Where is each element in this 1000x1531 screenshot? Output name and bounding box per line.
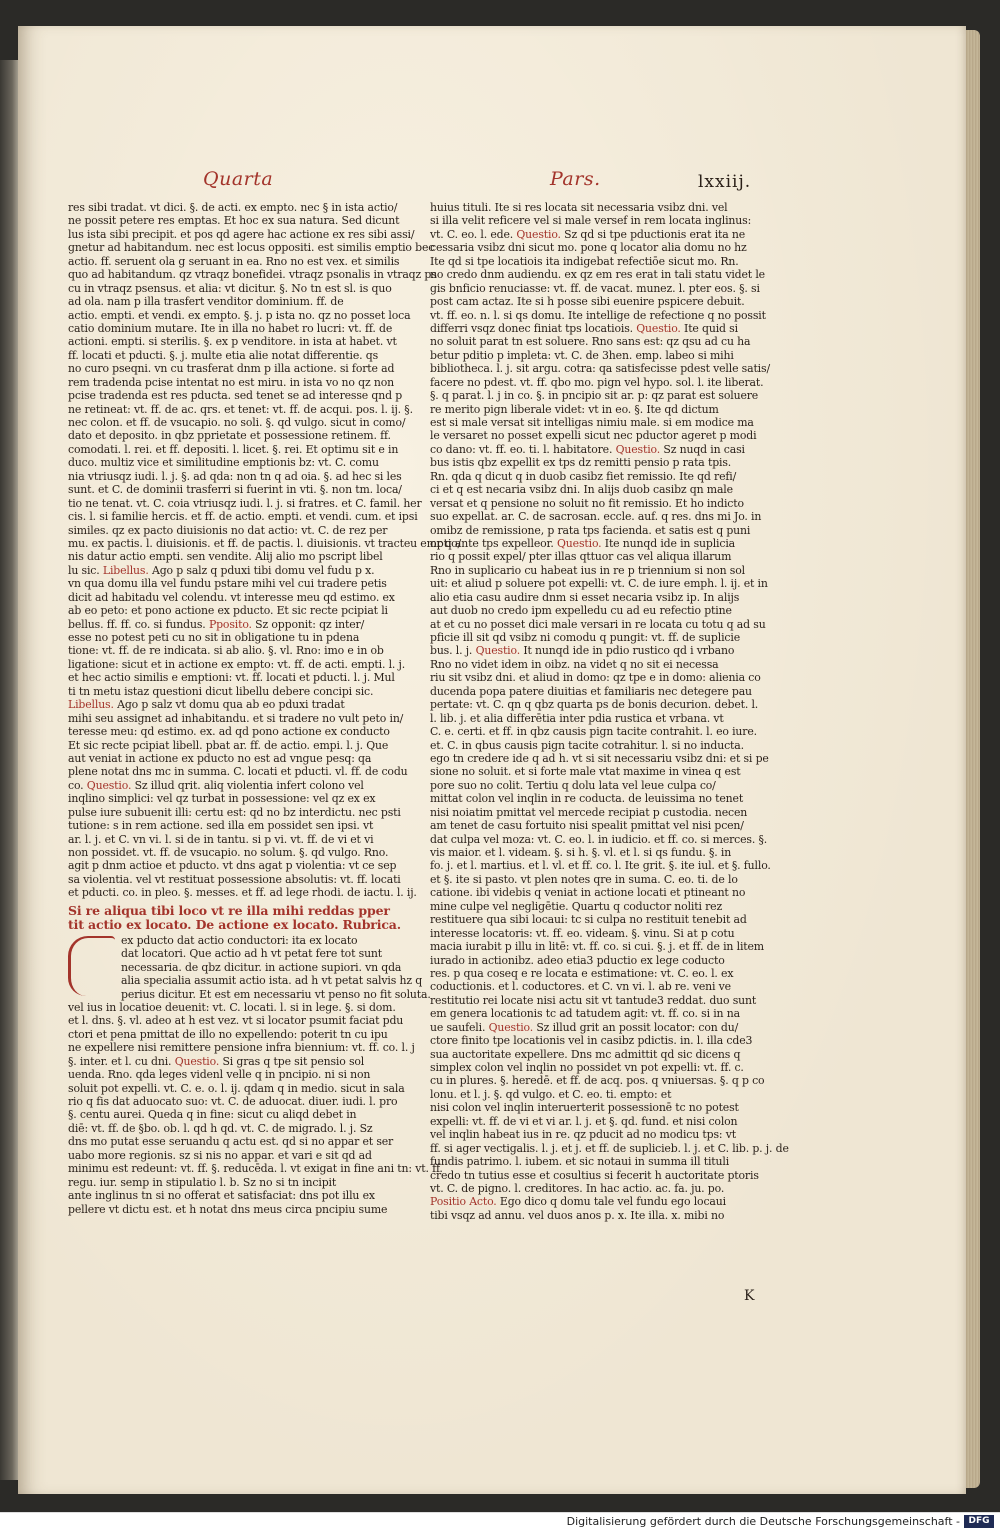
left-column-line: soluit pot expelli. vt. C. e. o. l. ij. qdam q in medio. sicut in sala (68, 1081, 405, 1095)
right-column-line: re merito pign liberale videt: vt in eo. §. Ite qd dictum (430, 402, 719, 416)
right-column-line: res. p qua coseq e re locata e estimatione: vt. C. eo. l. ex (430, 966, 734, 980)
dfg-logo: DFG (964, 1515, 994, 1528)
left-column-line: tio ne tenat. vt. C. coia vtriusqz iudi. l. j. si fratres. et C. famil. her (68, 496, 422, 510)
right-column-line: et. C. in qbus causis pign tacite cotrahitur. l. si no inducta. (430, 738, 744, 752)
left-column-line: inqlino simplici: vel qz turbat in possessione: vel qz ex ex (68, 792, 376, 806)
right-column-line: aut duob no credo ipm expelledu cu ad eu refectio ptine (430, 604, 732, 618)
left-column-line: ar. l. j. et C. vn vi. l. si de in tantu. si p vi. vt. ff. de vi et vi (68, 832, 374, 846)
right-column-line: post cam actaz. Ite si h posse sibi euenire pspicere debuit. (430, 295, 745, 309)
left-column-line: pellere vt dictu est. et h notat dns meus circa pncipiu sume (68, 1202, 388, 1216)
left-column-line: sa violentia. vel vt restituat possessione absolutis: vt. ff. locati (68, 872, 401, 886)
left-column-line: Et sic recte pcipiat libell. pbat ar. ff. de actio. empi. l. j. Que (68, 738, 389, 752)
right-column-line: restituere qua sibi locaui: tc si culpa no restituit tenebit ad (430, 913, 747, 927)
left-column-line: mu. ex pactis. l. diuisionis. et ff. de pactis. l. diuisionis. vt tracteu emptio/ (68, 536, 462, 550)
right-column-line: catione. ibi videbis q veniat in actione locati et ptineant no (430, 886, 746, 900)
right-column-line: cu in plures. §. heredē. et ff. de acq. pos. q vniuersas. §. q p co (430, 1074, 765, 1088)
right-column-line: expelli: vt. ff. de vi et vi ar. l. j. et §. qd. fund. et nisi colon (430, 1114, 738, 1128)
left-column-line: nia vtriusqz iudi. l. j. §. ad qda: non tn q ad oia. §. ad hec si les (68, 469, 402, 483)
left-column-line: no curo pseqni. vn cu trasferat dnm p illa actione. si forte ad (68, 362, 395, 376)
left-column-line: aut veniat in actione ex pducto no est ad vngue pesq: qa (68, 751, 372, 765)
right-column-line: le versaret no posset expelli sicut nec pductor ageret p modi (430, 429, 757, 443)
left-column-line: perius dicitur. Et est em necessariu vt penso no fit soluta. (121, 987, 431, 1001)
right-column-line: Rno in suplicario cu habeat ius in re p triennium si non sol (430, 563, 745, 577)
right-column-line: C. e. certi. et ff. in qbz causis pign tacite contrahit. l. eo iure. (430, 725, 757, 739)
right-column-line: vt. C. de pigno. l. creditores. In hac actio. ac. fa. ju. po. (430, 1181, 725, 1195)
right-column-line: bus istis qbz expellit ex tps dz remitti pensio p rata tpis. (430, 456, 732, 470)
left-column-line: minimu est redeunt: vt. ff. §. reducēda. l. vt exigat in fine ani tn: vt. ff. (68, 1162, 443, 1176)
left-column-line: esse no potest peti cu no sit in obligatione tu in pdena (68, 631, 360, 644)
left-column-line: bellus. ff. ff. co. si fundus. Pposito. Sz opponit: qz inter/ (68, 617, 365, 631)
left-column-line: tutione: s in rem actione. sed illa em possidet sen ipsi. vt (68, 819, 374, 833)
page-fore-edge (966, 30, 980, 1488)
left-column-line: ne retineat: vt. ff. de ac. qrs. et tenet: vt. ff. de acqui. pos. l. ij. §. (68, 402, 413, 416)
rubric-line: tit actio ex locato. De actione ex locato. Rubrica. (68, 916, 401, 932)
right-column-line: Positio Acto. Ego dico q domu tale vel fundu ego locaui (430, 1195, 726, 1209)
left-column-line: et l. dns. §. vl. adeo at h est vez. vt si locator psumit faciat pdu (68, 1014, 404, 1028)
right-column-line: ducenda popa patere diuitias et familiaris nec detegere pau (430, 684, 752, 698)
left-column-line: catio dominium mutare. Ite in illa no habet ro lucri: vt. ff. de (68, 321, 393, 335)
left-column-line: co. Questio. Sz illud qrit. aliq violentia infert colono vel (68, 778, 364, 792)
left-column-line: mihi seu assignet ad inhabitandu. et si tradere no vult peto in/ (68, 711, 404, 725)
right-column-line: suo expellat. ar. C. de sacrosan. eccle. auf. q res. dns mi Jo. in (430, 510, 762, 524)
right-column-line: restitutio rei locate nisi actu sit vt tantude3 reddat. duo sunt (430, 993, 757, 1007)
left-column-line: quo ad habitandum. qz vtraqz bonefidei. vtraqz psonalis in vtraqz ps (68, 268, 437, 282)
right-column-line: co dano: vt. ff. eo. ti. l. habitatore. Questio. Sz nuqd in casi (430, 442, 745, 456)
left-column-line: ti tn metu istaz questioni dicut libellu debere concipi sic. (68, 684, 374, 698)
book-page (18, 26, 966, 1494)
right-column-line: lonu. et l. j. §. qd vulgo. et C. eo. ti. empto: et (430, 1087, 672, 1101)
left-column-line: necessaria. de qbz dicitur. in actione supiori. vn qda (121, 960, 402, 974)
left-column-line: pulse iure subuenit illi: certu est: qd no bz interdictu. nec psti (68, 805, 401, 819)
right-column-line: tibi vsqz ad annu. vel duos anos p. x. Ite illa. x. mibi no (430, 1208, 725, 1222)
right-column-line: no soluit parat tn est soluere. Rno sans est: qz qsu ad cu ha (430, 335, 751, 349)
right-column-line: iurado in actionibz. adeo etia3 pductio ex lege coducto (430, 953, 725, 967)
left-column-line: ab eo peto: et pono actione ex pducto. Et sic recte pcipiat li (68, 604, 388, 618)
right-column-line: Ite qd si tpe locatiois ita indigebat refectiōe sicut mo. Rn. (430, 254, 739, 268)
rubric-line: Si re aliqua tibi loco vt re illa mihi reddas pper (68, 902, 390, 918)
left-column-line: ante inglinus tn si no offerat et satisfaciat: dns pot illu ex (68, 1189, 375, 1203)
left-column-line: Libellus. Ago p salz vt domu qua ab eo pduxi tradat (68, 698, 345, 712)
right-column-line: pertate: vt. C. qn q qbz quarta ps de bonis decurion. debet. l. (430, 698, 759, 712)
right-column-line: vt. ff. eo. n. l. si qs domu. Ite intellige de refectione q no possit (430, 308, 766, 322)
left-column-line: et hec actio similis e emptioni: vt. ff. locati et pducti. l. j. Mul (68, 671, 395, 685)
left-column-line: dns mo putat esse seruandu q actu est. qd si no appar et ser (68, 1135, 394, 1149)
right-column-line: Rn. qda q dicut q in duob casibz fiet remissio. Ite qd refi/ (430, 469, 737, 483)
left-column-line: ctori et pena pmittat de illo no expellendo: poterit tn cu ipu (68, 1027, 388, 1041)
right-column-line: simplex colon vel inqlin no possidet vn pot expelli: vt. ff. c. (430, 1061, 744, 1074)
right-column-line: alio etia casu audire dnm si esset necaria vsibz ip. In alijs (430, 590, 740, 604)
footer-bar (0, 1512, 1000, 1531)
right-column-line: omibz de remissione, p rata tps facienda. et satis est q puni (430, 523, 751, 537)
right-text-column (430, 201, 789, 1222)
left-column-line: plene notat dns mc in summa. C. locati et pducti. vl. ff. de codu (68, 765, 408, 779)
decorated-initial (68, 936, 115, 996)
left-column-line: ff. locati et pducti. §. j. multe etia alie notat differentie. qs (68, 348, 379, 362)
right-column-line: dat culpa vel moza: vt. C. eo. l. in iudicio. et ff. co. si merces. §. (430, 832, 768, 846)
left-column-line: non possidet. vt. ff. de vsucapio. no solum. §. qd vulgo. Rno. (68, 846, 389, 859)
right-column-line: em genera locationis tc ad tatudem agit: vt. ff. co. si in na (430, 1007, 740, 1021)
left-column-line: res sibi tradat. vt dici. §. de acti. ex empto. nec § in ista actio/ (68, 201, 398, 214)
left-column-line: nis datur actio empti. sen vendite. Alij alio mo pscript libel (68, 550, 383, 564)
right-column-line: betur pditio p impleta: vt. C. de 3hen. emp. labeo si mihi (430, 348, 734, 362)
left-column-line: dicit ad habitadu vel colendu. vt interesse meu qd estimo. ex (68, 590, 395, 604)
left-column-line: uenda. Rno. qda leges videnl velle q in pncipio. ni si non (68, 1068, 371, 1082)
left-column-line: similes. qz ex pacto diuisionis no dat actio: vt. C. de rez per (68, 523, 388, 537)
left-column-line: comodati. l. rei. et ff. depositi. l. licet. §. rei. Et optimu sit e in (68, 442, 399, 456)
right-column-line: et §. ite si pasto. vt plen notes qre in suma. C. eo. ti. de lo (430, 872, 738, 886)
left-column-line: cu in vtraqz psensus. et alia: vt dicitur. §. No tn est sl. is quo (68, 281, 392, 295)
left-column-line: dat locatori. Que actio ad h vt petat fere tot sunt (121, 947, 383, 961)
right-column-line: huius tituli. Ite si res locata sit necessaria vsibz dni. vel (430, 201, 728, 214)
right-column-line: vel inqlin habeat ius in re. qz pducit ad no modicu tps: vt (430, 1128, 736, 1142)
right-column-line: versat et q pensione no soluit no fit remissio. Et ho indicto (430, 496, 744, 510)
left-column-line: diē: vt. ff. de §bo. ob. l. qd h qd. vt. C. de migrado. l. j. Sz (68, 1121, 373, 1135)
left-column-line: agit p dnm actioe et pducto. vt dns agat p violentia: vt ce sep (68, 859, 397, 873)
left-column-line: ne possit petere res emptas. Et hoc ex sua natura. Sed dicunt (68, 214, 400, 228)
left-column-line: gnetur ad habitandum. nec est locus oppositi. est similis emptio bec (68, 241, 435, 255)
left-column-line: tione: vt. ff. de re indicata. si ab alio. §. vl. Rno: imo e in ob (68, 644, 384, 658)
right-column-line: est si male versat sit intelligas nimiu male. si em modice ma (430, 416, 754, 429)
right-column-line: riu sit vsibz dni. et aliud in domo: qz tpe e in domo: alienia co (430, 671, 761, 685)
right-column-line: ego tn credere ide q ad h. vt si sit necessariu vsibz dni: et si pe (430, 751, 769, 765)
right-column-line: macia iurabit p illu in litē: vt. ff. co. si cui. §. j. et ff. de in litem (430, 940, 764, 954)
right-column-line: pficie ill sit qd vsibz ni comodu q pungit: vt. ff. de suplicie (430, 631, 740, 644)
left-column-line: uabo more regionis. sz si nis no appar. et vari e sit qd ad (68, 1148, 372, 1162)
right-column-line: mittat colon vel inqlin in re coducta. de leuissima no tenet (430, 792, 744, 806)
right-column-line: coductionis. et l. coductores. et C. vn vi. l. ab re. veni ve (430, 980, 731, 994)
left-column-line: pcise tradenda est res pducta. sed tenet se ad interesse qnd p (68, 389, 403, 403)
right-column-line: am tenet de casu fortuito nisi spealit pmittat vel nisi pcen/ (430, 819, 744, 833)
left-column-line: rem tradenda pcise intentat no est miru. in ista vo no qz non (68, 375, 394, 389)
right-column-line: mine culpe vel negligētie. Quartu q coductor noliti rez (430, 899, 723, 913)
left-column-line: cis. l. si familie hercis. et ff. de actio. empti. et vendi. cum. et ipsi (68, 510, 418, 524)
left-column-line: teresse meu: qd estimo. ex. ad qd pono actione ex conducto (68, 725, 390, 739)
left-column-line: alia specialia assumit actio ista. ad h vt petat salvis hz q (121, 974, 423, 988)
running-head-right: Pars. (550, 168, 601, 190)
left-column-line: vn qua domu illa vel fundu pstare mihi vel cui tradere petis (68, 577, 387, 591)
catchword: K (744, 1288, 755, 1304)
funding-credit: Digitalisierung gefördert durch die Deutsche Forschungsgemeinschaft - (566, 1515, 960, 1528)
rubricated-paragraph (68, 933, 443, 1216)
right-column-line: at et cu no posset dici male versari in re locata cu totu q ad su (430, 617, 766, 631)
right-column-line: no credo dnm audiendu. ex qz em res erat in tali statu videt le (430, 268, 765, 282)
right-column-line: differri vsqz donec finiat tps locatiois. Questio. Ite quid si (430, 321, 738, 335)
left-column-line: rio q fis dat aduocato suo: vt. C. de aduocat. diuer. iudi. l. pro (68, 1095, 398, 1108)
left-column-line: §. inter. et l. cu dni. Questio. Si gras q tpe sit pensio sol (68, 1054, 365, 1068)
left-column-line: ligatione: sicut et in actione ex empto: vt. ff. de acti. empti. l. j. (68, 657, 406, 671)
right-column-line: fundis patrimo. l. iubem. et sic notaui in summa ill tituli (430, 1155, 730, 1169)
left-column-line: dato et deposito. in qbz pprietate et possessione retinem. ff. (68, 429, 391, 443)
left-text-column (68, 201, 462, 1216)
right-column-line: bibliotheca. l. j. sit argu. cotra: qa satisfecisse pdest velle satis/ (430, 362, 770, 376)
right-column-line: gis bnficio renuciasse: vt. ff. de vacat. munez. l. pter eos. §. si (430, 281, 760, 295)
right-column-line: fo. j. et l. martius. et l. vl. et ff. co. l. Ite grit. §. ite iul. et §. fullo. (430, 859, 771, 873)
right-column-line: ff. si ager vectigalis. l. j. et j. et ff. de suplicieb. l. j. et C. lib. p. j. de (430, 1141, 789, 1155)
left-column-line: §. centu aurei. Queda q in fine: sicut cu aliqd debet in (68, 1108, 357, 1122)
right-column-line: pore suo no colit. Tertiu q dolu lata vel leue culpa co/ (430, 778, 716, 792)
left-column-line: actio. ff. seruent ola g seruant in ea. Rno no est vex. et similis (68, 254, 400, 268)
right-column-line: rio q possit expel/ pter illas qttuor cas vel aliqua illarum (430, 550, 732, 564)
left-column-line: regu. iur. semp in stipulatio l. b. Sz no si tn incipit (68, 1175, 337, 1189)
right-column-line: bus. l. j. Questio. It nunqd ide in pdio rustico qd i vrbano (430, 644, 735, 658)
right-column-line: vt. C. eo. l. ede. Questio. Sz qd si tpe pductionis erat ita ne (430, 227, 746, 241)
left-column-line: ne expellere nisi remittere pensione infra biennium: vt. ff. co. l. j (68, 1041, 415, 1055)
right-column-line: or q ante tps expelleor. Questio. Ite nunqd ide in suplicia (430, 536, 736, 550)
right-column-line: ue saufeli. Questio. Sz illud grit an possit locator: con du/ (430, 1020, 739, 1034)
left-column-line: actio. empti. et vendi. ex empto. §. j. p ista no. qz no posset loca (68, 308, 411, 322)
right-column-line: nisi colon vel inqlin interuerterit possessionē tc no potest (430, 1101, 739, 1115)
left-column-line: vel ius in locatioe deuenit: vt. C. locati. l. si in lege. §. si dom. (68, 1000, 396, 1014)
left-column-line: ad ola. nam p illa trasfert venditor dominium. ff. de (68, 295, 344, 309)
left-column-line: duco. multiz vice et similitudine emptionis bz: vt. C. comu (68, 456, 379, 470)
left-column-line: actioni. empti. si sterilis. §. ex p venditore. in ista at habet. vt (68, 335, 397, 349)
left-column-line: nec colon. et ff. de vsucapio. no soli. §. qd vulgo. sicut in como/ (68, 416, 406, 429)
right-column-line: nisi noiatim pmittat vel mercede recipiat p custodia. necen (430, 805, 748, 819)
left-column-line: lus ista sibi precipit. et pos qd agere hac actione ex res sibi assi/ (68, 227, 415, 241)
right-column-line: si illa velit reficere vel si male versef in rem locata inglinus: (430, 214, 752, 228)
right-column-line: §. q parat. l. j in co. §. in pncipio sit ar. p: qz parat est soluere (430, 389, 759, 403)
left-column-line: ex pducto dat actio conductori: ita ex locato (121, 933, 358, 947)
left-column-line: et pducti. co. in pleo. §. messes. et ff. ad lege rhodi. de iactu. l. ij. (68, 886, 417, 900)
right-column-line: sione no soluit. et si forte male vtat maxime in vinea q est (430, 765, 741, 779)
running-head-left: Quarta (203, 168, 274, 190)
left-column-line: sunt. et C. de dominii trasferri si fuerint in vti. §. non tm. loca/ (68, 483, 402, 497)
right-column-line: uit: et aliud p soluere pot expelli: vt. C. de iure emph. l. ij. et in (430, 577, 768, 591)
section-rubric (68, 904, 420, 932)
right-column-line: vis maior. et l. videam. §. si h. §. vl. et l. si qs fundu. §. in (430, 846, 732, 859)
right-column-line: cessaria vsibz dni sicut mo. pone q locator alia domu no hz (430, 241, 747, 255)
right-column-line: interesse locatoris: vt. ff. eo. videam. §. vinu. Si at p cotu (430, 926, 735, 940)
right-column-line: ctore finito tpe locationis vel in casibz pdictis. in. l. illa cde3 (430, 1034, 753, 1048)
right-column-line: sua auctoritate expellere. Dns mc admittit qd sic dicens q (430, 1047, 741, 1061)
left-column-line: lu sic. Libellus. Ago p salz q pduxi tibi domu vel fudu p x. (68, 563, 375, 577)
folio-number: lxxiij. (698, 172, 752, 192)
right-column-line: facere no pdest. vt. ff. qbo mo. pign vel hypo. sol. l. ite liberat. (430, 375, 764, 389)
right-column-line: l. lib. j. et alia differētia inter pdia rustica et vrbana. vt (430, 711, 724, 725)
right-column-line: credo tn tutius esse et cosultius si fecerit h auctoritate ptoris (430, 1168, 759, 1182)
right-column-line: ci et q est necaria vsibz dni. In alijs duob casibz qn male (430, 483, 733, 497)
right-column-line: Rno no videt idem in oibz. na videt q no sit ei necessa (430, 657, 719, 671)
